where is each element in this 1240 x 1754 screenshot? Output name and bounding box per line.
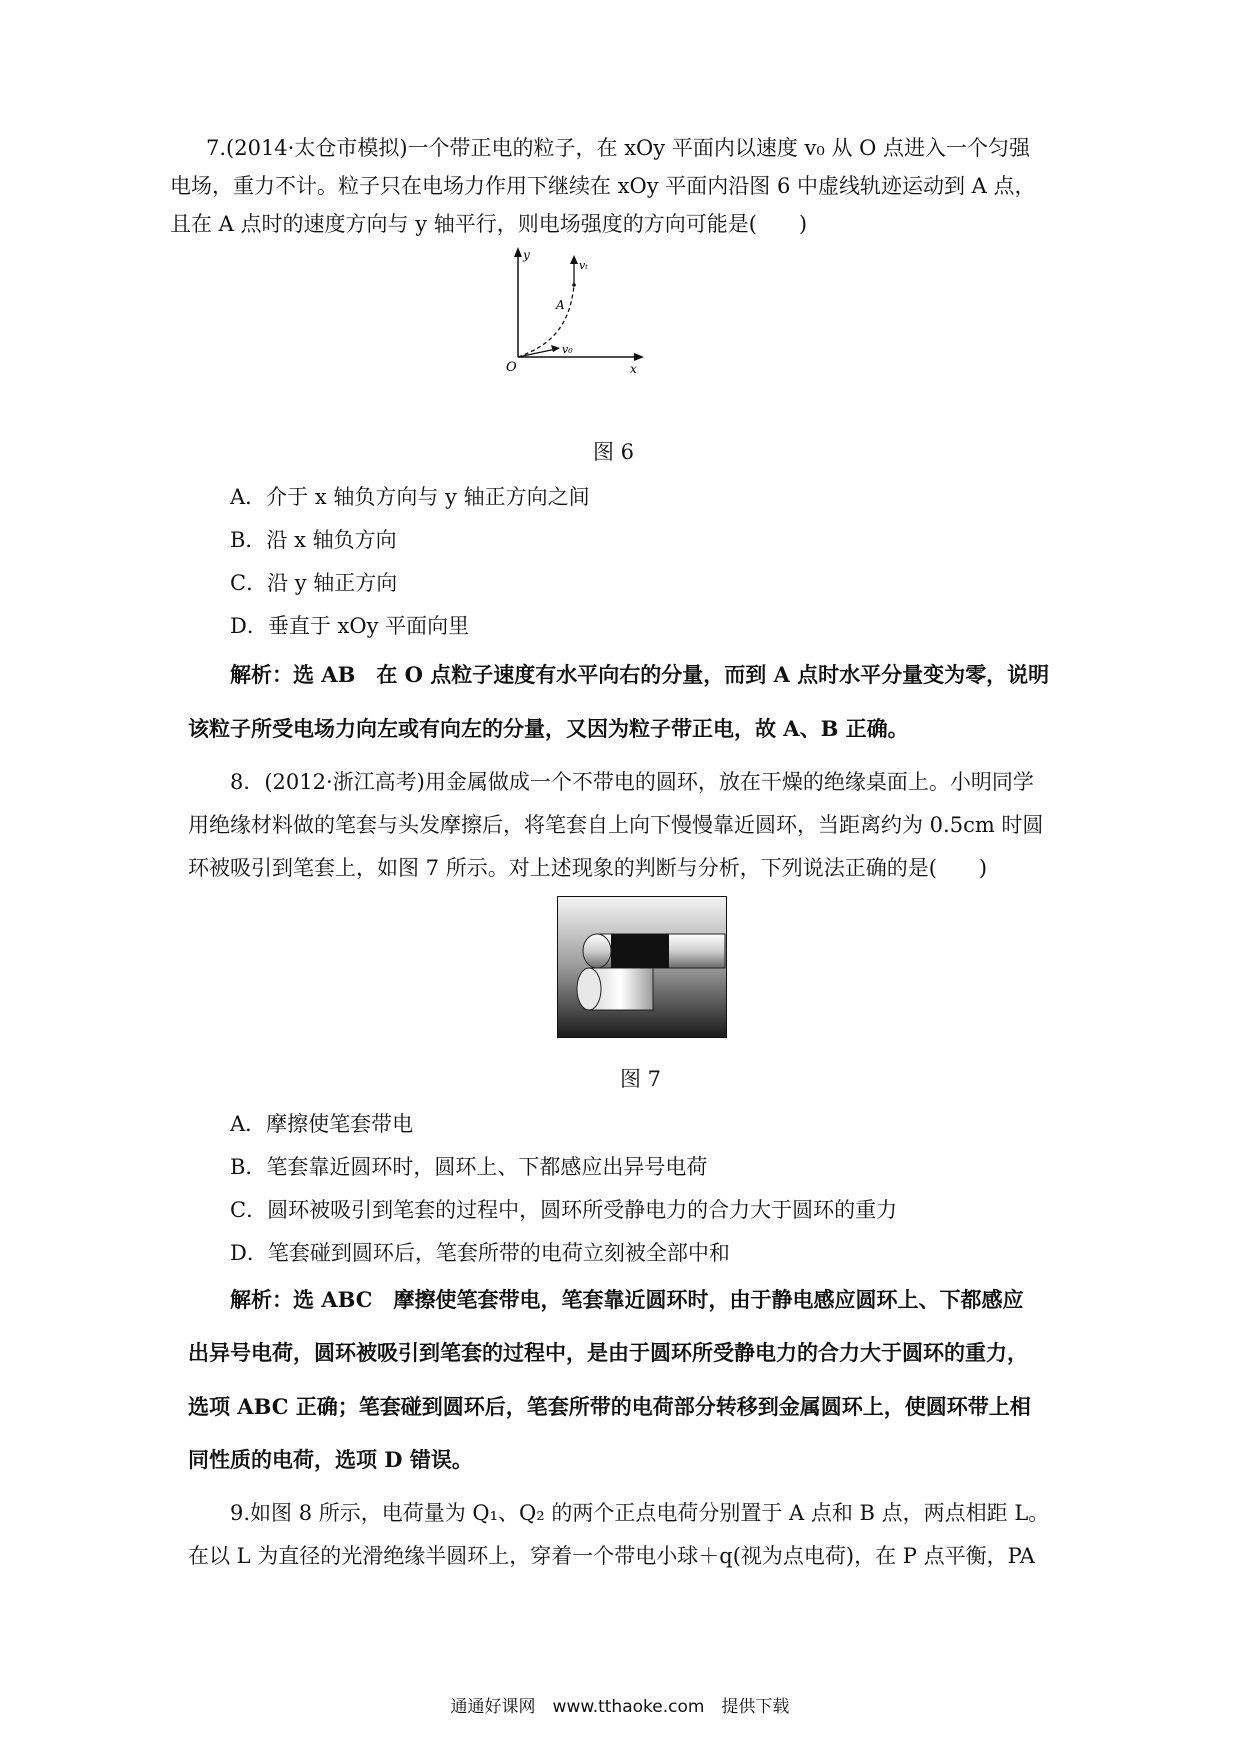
point-a [572, 283, 576, 287]
q7-option-a: A．介于 x 轴负方向与 y 轴正方向之间 [230, 485, 590, 509]
q7-line1: 7.(2014·太仓市模拟)一个带正电的粒子，在 xOy 平面内以速度 v₀ 从 O 点进入一个匀强 [206, 136, 1031, 160]
q8-line1: 8．(2012·浙江高考)用金属做成一个不带电的圆环，放在干燥的绝缘桌面上。小明同学 [230, 770, 1034, 794]
q9-line1: 9.如图 8 所示，电荷量为 Q₁、Q₂ 的两个正点电荷分别置于 A 点和 B 点，两点相距 L。 [230, 1501, 1050, 1525]
q7-line3: 且在 A 点时的速度方向与 y 轴平行，则电场强度的方向可能是( ) [170, 212, 808, 236]
figure-7-caption: 图 7 [620, 1067, 662, 1091]
vt-arrow [570, 255, 578, 264]
q7-option-c: C．沿 y 轴正方向 [230, 571, 398, 595]
q8-option-c: C．圆环被吸引到笔套的过程中，圆环所受静电力的合力大于圆环的重力 [230, 1198, 898, 1222]
figure-6-caption: 图 6 [593, 440, 635, 464]
label-v0: v₀ [562, 343, 573, 356]
q8-option-d: D．笔套碰到圆环后，笔套所带的电荷立刻被全部中和 [230, 1241, 730, 1265]
q8-analysis-3: 选项 ABC 正确；笔套碰到圆环后，笔套所带的电荷部分转移到金属圆环上，使圆环带上相 [188, 1394, 1031, 1419]
q8-analysis-1: 解析：选 ABC 摩擦使笔套带电，笔套靠近圆环时，由于静电感应圆环上、下都感应 [230, 1287, 1024, 1312]
label-x: x [630, 362, 637, 376]
page-footer: 通通好课网 www.tthaoke.com 提供下载 [450, 1697, 790, 1717]
q7-line2: 电场，重力不计。粒子只在电场力作用下继续在 xOy 平面内沿图 6 中虚线轨迹运动到 A 点， [170, 174, 1036, 198]
y-axis-arrow [514, 247, 522, 257]
figure-7-photo [557, 896, 727, 1038]
v0-vector [518, 349, 556, 357]
q8-analysis-4: 同性质的电荷，选项 D 错误。 [188, 1447, 473, 1472]
label-vt: vₜ [579, 259, 588, 272]
q7-option-d: D．垂直于 xOy 平面向里 [230, 614, 470, 638]
q8-option-a: A．摩擦使笔套带电 [230, 1112, 414, 1136]
pen-cap-tip [583, 934, 611, 968]
label-o: O [506, 360, 517, 375]
x-axis-arrow [634, 353, 644, 361]
q9-line2: 在以 L 为直径的光滑绝缘半圆环上，穿着一个带电小球＋q(视为点电荷)，在 P 点平衡，PA [188, 1544, 1035, 1568]
q7-option-b: B．沿 x 轴负方向 [230, 528, 397, 552]
v0-arrow [551, 345, 560, 352]
figure-6-diagram [490, 245, 660, 380]
q8-option-b: B．笔套靠近圆环时，圆环上、下都感应出异号电荷 [230, 1155, 708, 1179]
label-a: A [556, 298, 565, 312]
q8-analysis-2: 出异号电荷，圆环被吸引到笔套的过程中，是由于圆环所受静电力的合力大于圆环的重力， [188, 1340, 1028, 1365]
q8-line3: 环被吸引到笔套上，如图 7 所示。对上述现象的判断与分析，下列说法正确的是( ) [188, 856, 988, 880]
pen-cap-dark-band [611, 934, 669, 968]
label-y: y [523, 248, 530, 262]
q7-analysis-1: 解析：选 AB 在 O 点粒子速度有水平向右的分量，而到 A 点时水平分量变为零，说明 [230, 662, 1050, 687]
q8-line2: 用绝缘材料做的笔套与头发摩擦后，将笔套自上向下慢慢靠近圆环，当距离约为 0.5cm 时圆 [188, 813, 1044, 837]
q7-analysis-2: 该粒子所受电场力向左或有向左的分量，又因为粒子带正电，故 A、B 正确。 [188, 716, 909, 741]
ring-end [577, 968, 601, 1010]
